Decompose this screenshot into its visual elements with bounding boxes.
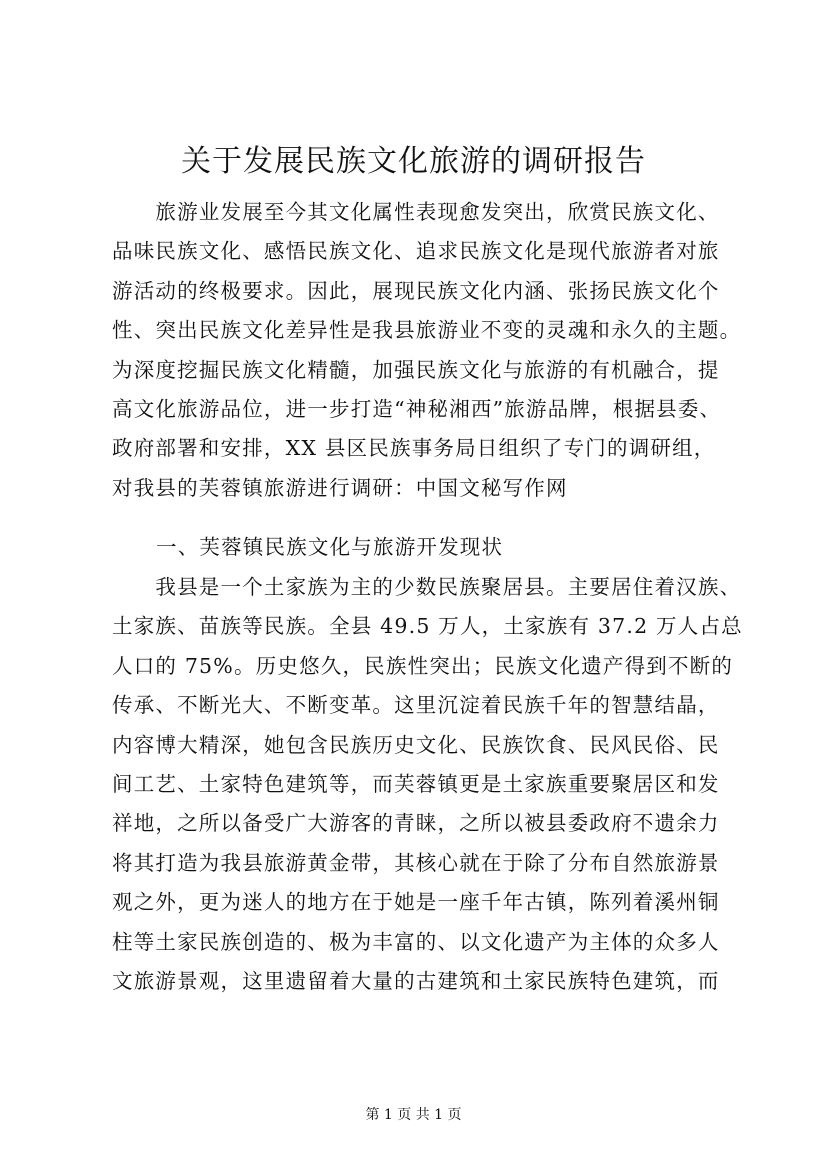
text-line: 品味民族文化、感悟民族文化、追求民族文化是现代旅游者对旅 xyxy=(112,239,720,264)
text-line: 观之外，更为迷人的地方在于她是一座千年古镇，陈列着溪州铜 xyxy=(112,890,720,915)
text-line: 将其打造为我县旅游黄金带，其核心就在于除了分布自然旅游景 xyxy=(112,850,720,875)
paragraph-intro xyxy=(112,193,742,508)
text-line: 土家族、苗族等民族。全县 49.5 万人，土家族有 37.2 万人占总 xyxy=(112,614,743,639)
text-line: 柱等土家民族创造的、极为丰富的、以文化遗产为主体的众多人 xyxy=(112,929,720,954)
page-title: 关于发展民族文化旅游的调研报告 xyxy=(181,144,646,179)
text-line: 内容博大精深，她包含民族历史文化、民族饮食、民风民俗、民 xyxy=(112,732,720,757)
text-line: 祥地，之所以备受广大游客的青睐，之所以被县委政府不遗余力 xyxy=(112,811,720,836)
text-line: 间工艺、土家特色建筑等，而芙蓉镇更是土家族重要聚居区和发 xyxy=(112,772,720,797)
text-line: 人口的 75%。历史悠久，民族性突出；民族文化遗产得到不断的 xyxy=(112,653,734,678)
text-line: 文旅游景观，这里遗留着大量的古建筑和土家民族特色建筑，而 xyxy=(112,969,720,994)
text-line: 为深度挖掘民族文化精髓，加强民族文化与旅游的有机融合，提 xyxy=(112,357,720,382)
text-line: 政府部署和安排，XX 县区民族事务局日组织了专门的调研组， xyxy=(112,436,716,461)
text-line: 旅游业发展至今其文化属性表现愈发突出，欣赏民族文化、 xyxy=(112,200,720,224)
text-line: 性、突出民族文化差异性是我县旅游业不变的灵魂和永久的主题。 xyxy=(112,318,742,343)
text-line: 游活动的终极要求。因此，展现民族文化内涵、张扬民族文化个 xyxy=(112,278,720,303)
text-line: 对我县的芙蓉镇旅游进行调研：中国文秘写作网 xyxy=(112,475,568,500)
page-footer: 第 1 页 共 1 页 xyxy=(365,1107,462,1123)
section-heading: 一、芙蓉镇民族文化与旅游开发现状 xyxy=(156,535,504,559)
text-line: 我县是一个土家族为主的少数民族聚居县。主要居住着汉族、 xyxy=(112,575,742,599)
text-line: 传承、不断光大、不断变革。这里沉淀着民族千年的智慧结晶， xyxy=(112,693,720,718)
text-line: 高文化旅游品位，进一步打造“神秘湘西”旅游品牌，根据县委、 xyxy=(112,397,722,422)
paragraph-status xyxy=(112,568,743,1001)
